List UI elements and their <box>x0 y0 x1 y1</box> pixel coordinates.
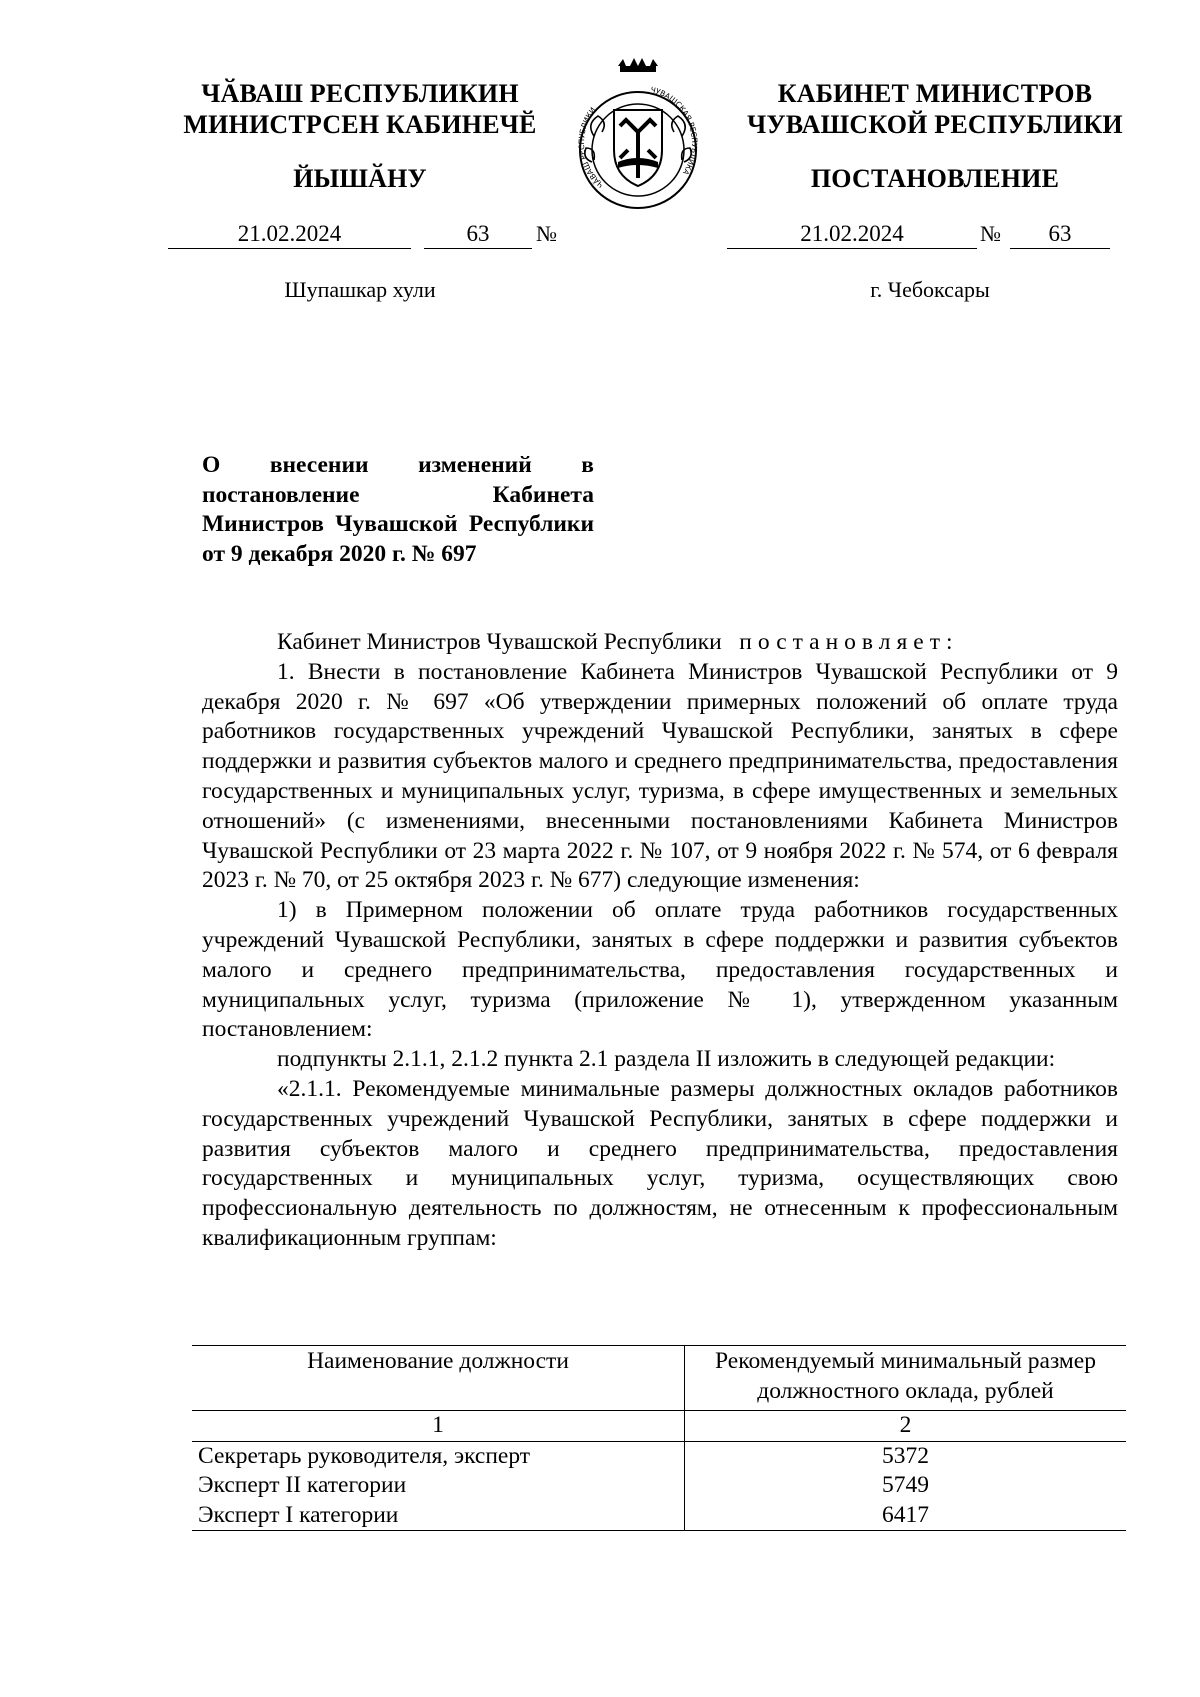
header-right-line2: ЧУВАШСКОЙ РЕСПУБЛИКИ <box>747 110 1123 139</box>
header-left-doctype: ЙЫШӐНУ <box>293 164 427 193</box>
right-date-field: 21.02.2024 <box>727 220 977 249</box>
chuvash-coat-of-arms-icon <box>568 58 708 210</box>
document-body <box>202 628 1118 1254</box>
table-col-number-2: 2 <box>899 1412 912 1438</box>
left-city: Шупашкар хули <box>284 277 436 302</box>
body-intro-subject: Кабинет Министров Чувашской Республики <box>277 629 722 655</box>
header-right-doctype: ПОСТАНОВЛЕНИЕ <box>810 164 1060 193</box>
table-header-row <box>192 1346 1126 1411</box>
emblem-ring-text-left: ЧĂВАШ РЕСПУБЛИКИ <box>576 105 606 190</box>
table-cell-position: Секретарь руководителя, эксперт <box>192 1441 685 1471</box>
table-cell-salary: 5372 <box>882 1442 929 1469</box>
table-cell-position: Эксперт II категории <box>192 1471 685 1501</box>
table-row <box>192 1471 1126 1501</box>
table-col-number-1: 1 <box>192 1411 685 1442</box>
header-left-line2: МИНИСТРСЕН КАБИНЕЧӖ <box>183 110 537 139</box>
emblem-svg <box>568 58 708 210</box>
table-cell-position: Эксперт I категории <box>192 1501 685 1531</box>
left-number-sign: № <box>536 221 557 246</box>
header-right-line1: КАБИНЕТ МИНИСТРОВ <box>777 79 1093 108</box>
table-cell-salary: 6417 <box>882 1501 929 1528</box>
body-paragraph-intro <box>202 628 1118 658</box>
table-row <box>192 1501 1126 1531</box>
table-header-salary: Рекомендуемый минимальный размер должностного оклада, рублей <box>715 1348 1096 1404</box>
right-city: г. Чебоксары <box>870 277 990 302</box>
salary-table <box>192 1345 1126 1531</box>
emblem-ring-text-right: ЧУВАШСКАЯ РЕСПУБЛИКА <box>649 85 700 177</box>
header-left-org <box>150 78 570 140</box>
left-date-field: 21.02.2024 <box>168 220 411 249</box>
body-paragraph-4: «2.1.1. Рекомендуемые минимальные размеры должностных окладов работников государственных учреждений Чувашской Республики, занятых в сфере поддержки и развития субъектов малого и среднего предпринимательства, предоставления государственных и муниципальных услуг, туризма, осуществляющих свою профессиональную деятельность по должностям, не отнесенным к профессиональным квалификационным группам: <box>202 1075 1118 1251</box>
left-number-field: 63 <box>424 220 532 249</box>
body-paragraph-2: 1) в Примерном положении об оплате труда работников государственных учреждений Чувашской Республики, занятых в сфере поддержки и развития субъектов малого и среднего предпринимательства, предоставления государственных и муниципальных услуг, туризма (приложение № 1), утвержденном указанным постановлением: <box>202 897 1118 1043</box>
table-number-row <box>192 1411 1126 1442</box>
right-number-sign: № <box>980 221 1001 246</box>
document-title: О внесении изменений в постановление Кабинета Министров Чувашской Республики от 9 декабря 2020 г. № 697 <box>202 452 594 567</box>
table-cell-salary: 5749 <box>882 1472 929 1498</box>
body-intro-verb: постановляет: <box>739 629 959 655</box>
body-paragraph-3: подпункты 2.1.1, 2.1.2 пункта 2.1 раздела II изложить в следующей редакции: <box>277 1046 1056 1073</box>
right-number-field: 63 <box>1010 220 1110 249</box>
emblem-crown <box>618 58 658 72</box>
table-header-position: Наименование должности <box>192 1346 685 1411</box>
header-left-line1: ЧӐВАШ РЕСПУБЛИКИН <box>201 79 519 108</box>
table-row <box>192 1441 1126 1471</box>
body-paragraph-1: 1. Внести в постановление Кабинета Министров Чувашской Республики от 9 декабря 2020 г. № 697 «Об утверждении примерных положений об оплате труда работников государственных учреждений Чувашской Республики, занятых в сфере поддержки и развития субъектов малого и среднего предпринимательства, предоставления государственных и муниципальных услуг, туризма, в сфере имущественных и земельных отношений» (с изменениями, внесенными постановлениями Кабинета Министров Чувашской Республики от 23 марта 2022 г. № 107, от 9 ноября 2022 г. № 574, от 6 февраля 2023 г. № 70, от 25 октября 2023 г. № 677) следующие изменения: <box>202 658 1118 894</box>
header-right-org <box>715 78 1155 140</box>
